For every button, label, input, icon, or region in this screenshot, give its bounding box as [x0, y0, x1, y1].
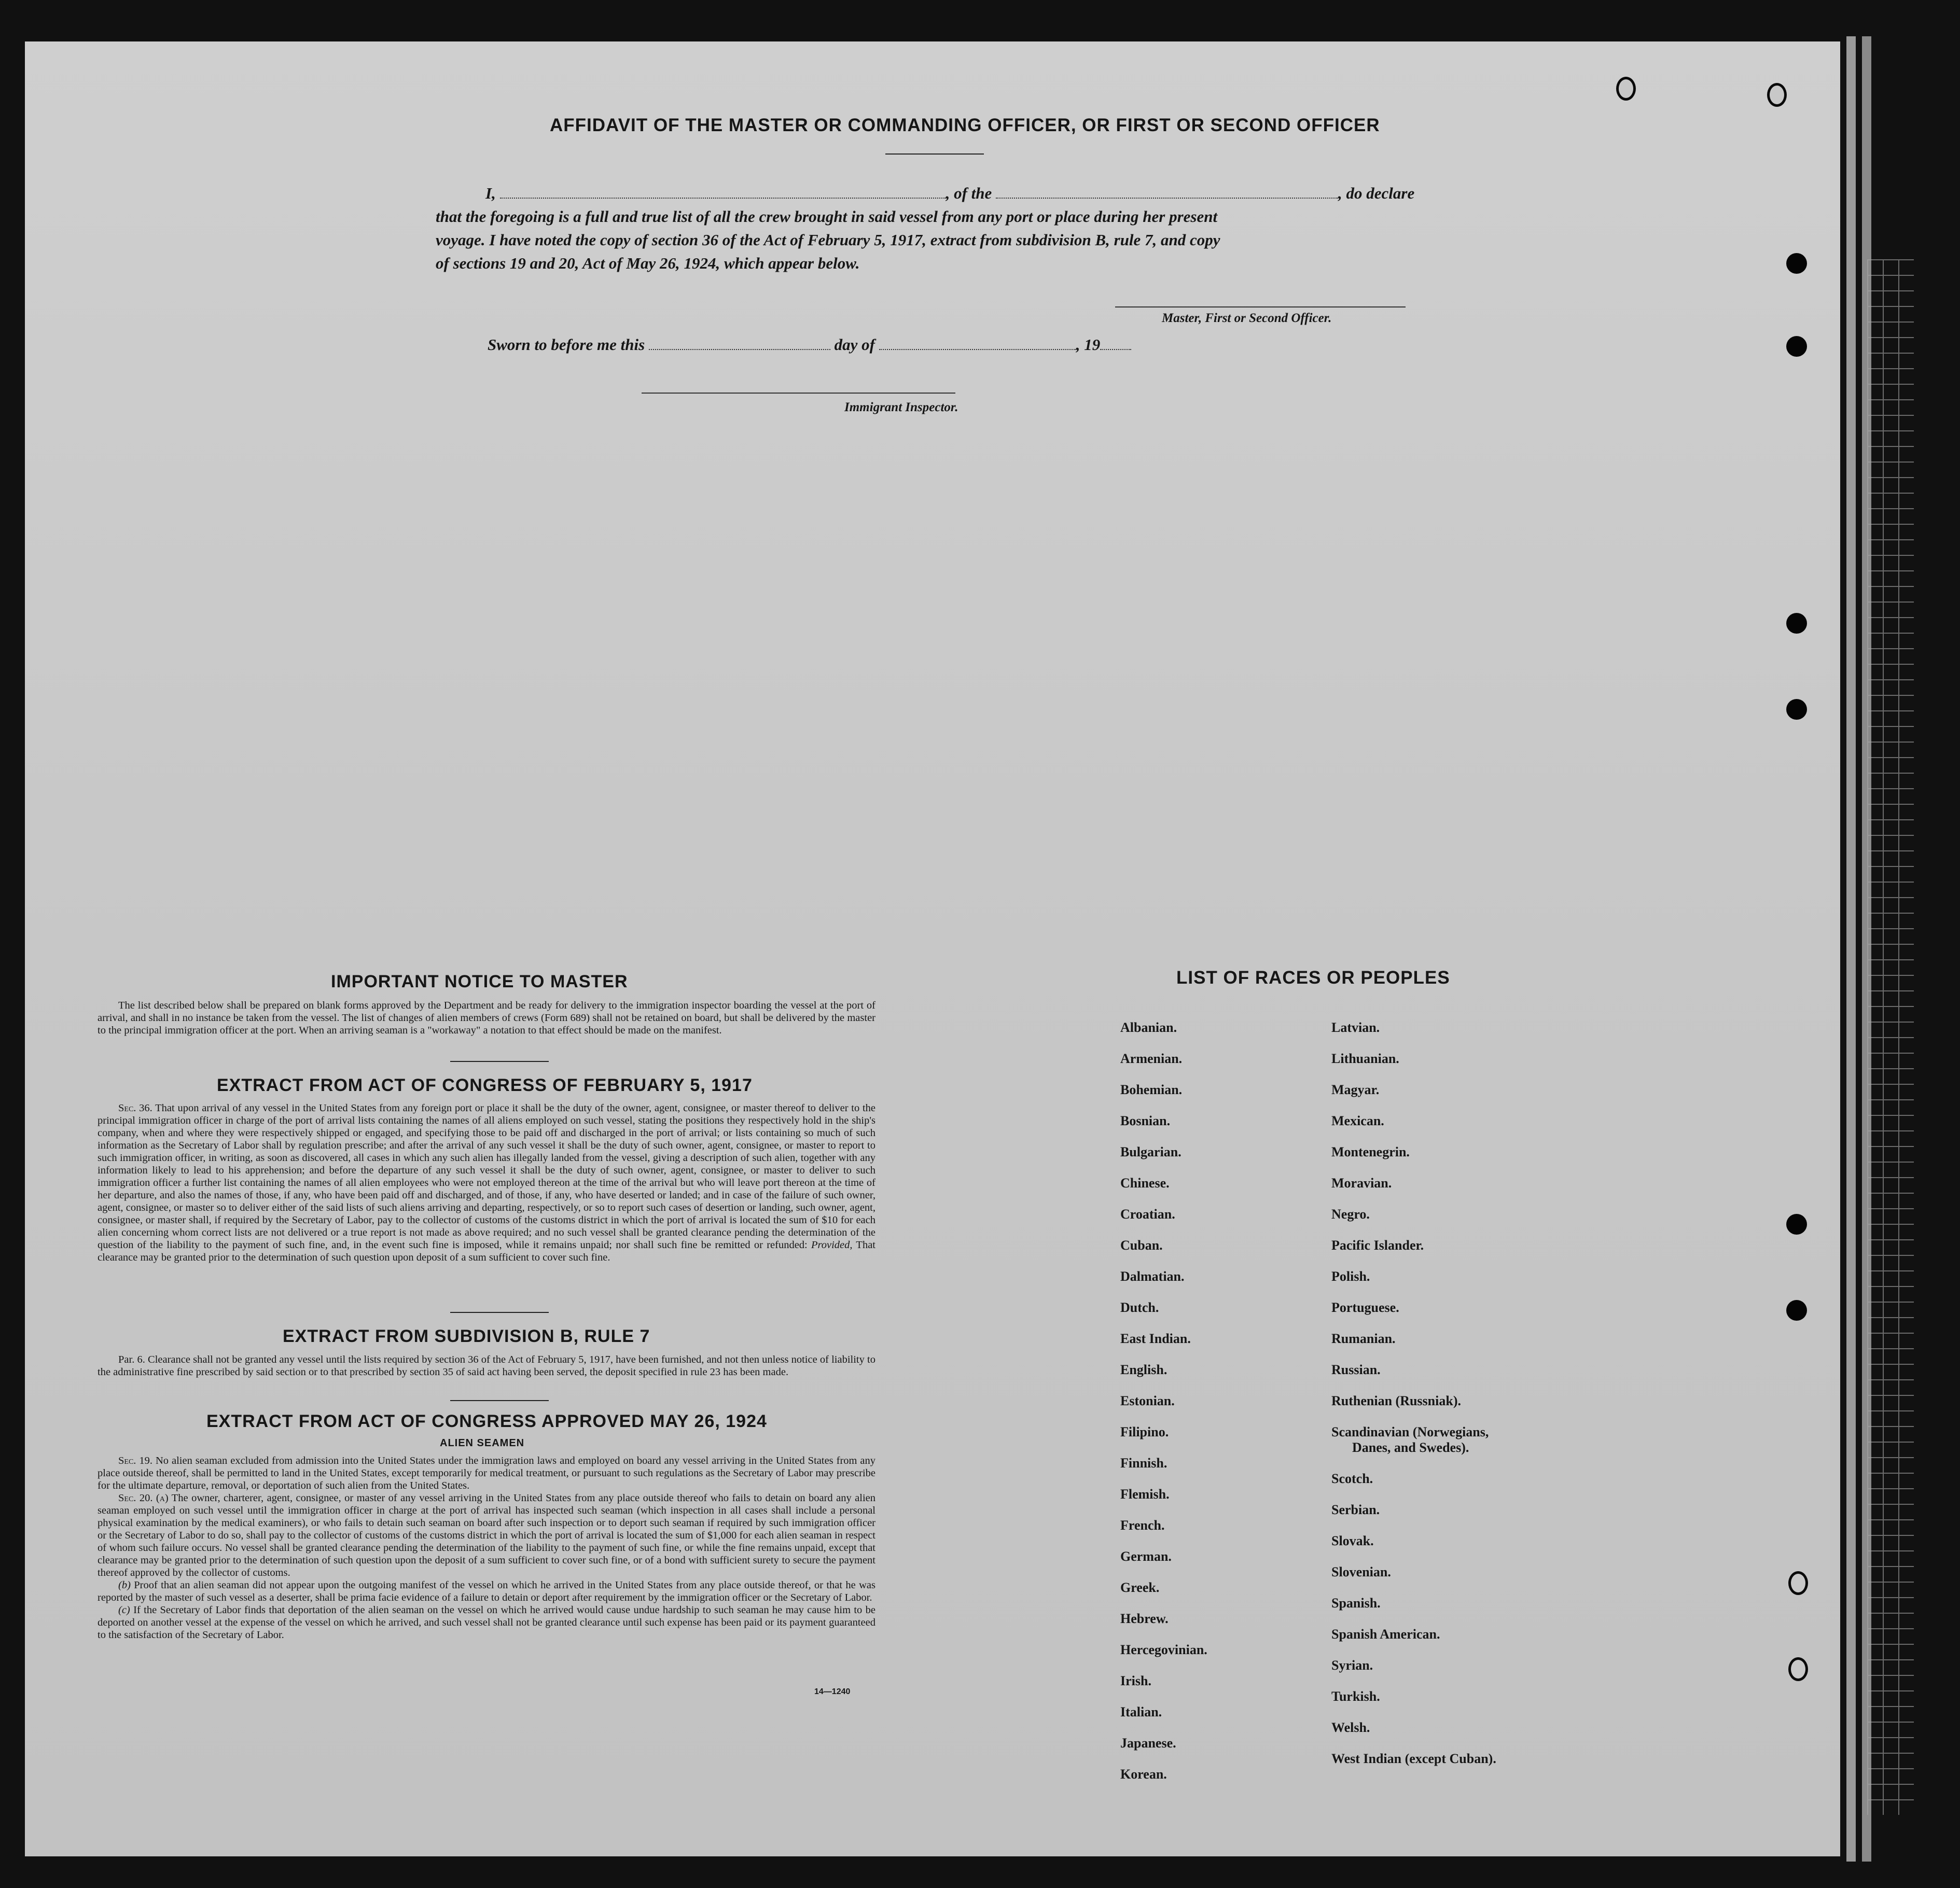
sec-20b-label: (b): [118, 1579, 131, 1591]
race-item: German.: [1120, 1549, 1172, 1564]
race-item: Greek.: [1120, 1580, 1160, 1595]
binder-hole: [1786, 336, 1807, 357]
section-rule: [450, 1061, 549, 1062]
binder-hole: [1786, 613, 1807, 634]
notice-title: IMPORTANT NOTICE TO MASTER: [331, 972, 628, 991]
sworn-label: Sworn to before me this: [488, 335, 645, 354]
race-item: Bohemian.: [1120, 1082, 1183, 1097]
race-item: Dutch.: [1120, 1300, 1159, 1315]
race-item: Rumanian.: [1331, 1331, 1396, 1346]
notice-text: [98, 999, 875, 1037]
declaration-line-3: voyage. I have noted the copy of section 36 of the Act of February 5, 1917, extract from subdivision B, rule 7, and copy: [436, 231, 1220, 249]
race-item: Filipino.: [1120, 1424, 1169, 1439]
race-item: Japanese.: [1120, 1736, 1176, 1751]
race-item: Moravian.: [1331, 1176, 1392, 1191]
sec-36-body: That upon arrival of any vessel in the United States from any foreign port or place it shall be the duty of the owner, agent, consignee, or master thereof to deliver to the principal immigration officer in charge of the port of arrival lists containing the names of all aliens employed on such vessel, stating the positions they respectively hold in the ship's company, when and where they were respectively shipped or engaged, and specifying those to be paid off and discharged in the port of arrival; or lists containing so much of such information as the Secretary of Labor shall by regulation prescribe; and after the arrival of any such vessel it shall be the duty of such owner, agent, consignee, or master to report to such immigration officer, in writing, as soon as discovered, all cases in which any such alien has illegally landed from the vessel, giving a description of such alien, together with any information likely to lead to his apprehension; and before the departure of any such vessel it shall be the duty of such owner, agent, consignee, or master to deliver to such immigration officer a further list containing the names of all alien employees who were not employed thereon at the time of the arrival but who will leave port thereon at the time of her departure, and also the names of those, if any, who have been paid off and discharged, and of those, if any, who have deserted or landed; and in case of the failure of such owner, agent, consignee, or master so to deliver either of the said lists of such aliens arriving and departing, respectively, or so to report such cases of desertion or landing, such owner, agent, consignee, or master shall, if required by the Secretary of Labor, pay to the collector of customs of the customs district in which the port of arrival is located the sum of $10 for each alien concerning whom correct lists are not delivered or a true report is not made as above required; and no such vessel shall be granted clearance pending the determination of the question of the liability to the payment of such fine, and, in the event such fine is imposed, while it remains unpaid; nor shall such fine be remitted or refunded:: [98, 1102, 876, 1251]
sec-19-body: No alien seaman excluded from admission into the United States under the immigration laws and employed on board any vessel arriving in the United States from any place outside thereof, shall be permitted to land in the United States, except temporarily for medical treatment, or pursuant to such regulations as the Secretary of Labor may prescribe for the ultimate departure, removal, or deportation of such alien from the United States.: [98, 1455, 876, 1491]
race-item: Estonian.: [1120, 1393, 1175, 1408]
notice-paragraph: The list described below shall be prepared on blank forms approved by the Department and be ready for delivery to the immigration inspector boarding the vessel at the port of arrival, and shall in no instance be taken from the vessel. The list of changes of alien members of crews (Form 689) shall not be retained on board, but shall be delivered by the master to the principal immigration officer at the port. When an arriving seaman is a "workaway" a notation to that effect should be made on the manifest.: [98, 1000, 875, 1036]
year-blank: [1100, 349, 1131, 350]
sec-20b-body: Proof that an alien seaman did not appear upon the outgoing manifest of the vessel on which he arrived in the United States from any place outside thereof, or that he was reported by the master of such vessel as a deserter, shall be prima facie evidence of a failure to detain or deport after requirement by the immigration officer or the Secretary of Labor.: [98, 1579, 875, 1603]
race-item: Slovak.: [1331, 1533, 1374, 1548]
race-item: Irish.: [1120, 1673, 1151, 1688]
ledger-grid-strip: [1867, 259, 1914, 1815]
extract-1917-title: EXTRACT FROM ACT OF CONGRESS OF FEBRUARY 5, 1917: [217, 1075, 753, 1095]
binder-hole: [1786, 699, 1807, 720]
race-item: Serbian.: [1331, 1502, 1380, 1517]
race-item: Finnish.: [1120, 1456, 1167, 1471]
extract-1924-text: [98, 1455, 875, 1641]
section-rule: [450, 1400, 549, 1401]
day-blank: [649, 349, 830, 350]
race-item: Negro.: [1331, 1207, 1370, 1222]
race-item: Korean.: [1120, 1767, 1167, 1782]
race-item: Russian.: [1331, 1362, 1381, 1377]
race-item: West Indian (except Cuban).: [1331, 1751, 1496, 1766]
race-item: East Indian.: [1120, 1331, 1191, 1346]
race-item: Scotch.: [1331, 1471, 1373, 1486]
race-item: Welsh.: [1331, 1720, 1370, 1735]
race-item: Spanish.: [1331, 1596, 1381, 1611]
race-item: Albanian.: [1120, 1020, 1177, 1035]
race-item: Cuban.: [1120, 1238, 1163, 1253]
race-item: Magyar.: [1331, 1082, 1380, 1097]
race-item: Syrian.: [1331, 1658, 1373, 1673]
title-rule: [885, 153, 984, 155]
race-item: Slovenian.: [1331, 1564, 1391, 1579]
race-item: Dalmatian.: [1120, 1269, 1185, 1284]
race-item: Chinese.: [1120, 1176, 1170, 1191]
races-column-2: [1331, 1020, 1496, 1782]
race-item: Bulgarian.: [1120, 1144, 1181, 1159]
sec-36-label: Sec. 36.: [118, 1102, 152, 1114]
master-caption: Master, First or Second Officer.: [1162, 311, 1332, 325]
race-item: Flemish.: [1120, 1487, 1170, 1502]
proviso-label: Provided,: [811, 1239, 853, 1251]
binder-ring: [1788, 1657, 1808, 1681]
sec-20a-body: The owner, charterer, agent, consignee, or master of any vessel arriving in the United States from any place outside thereof who fails to detain on board any alien seaman employed on such vessel until the immigration officer in charge at the port of arrival has inspected such seaman (which inspection in all cases shall include a personal physical examination by the medical examiners), or who fails to detain such seaman on board after such inspection or to deport such seaman if required by such immigration officer or the Secretary of Labor to do so, shall pay to the collector of customs of the customs district in which the port of arrival is located the sum of $1,000 for each alien seaman in respect of whom such failure occurs. No vessel shall be granted clearance pending the determination of the liability to the payment of such fine, or while the fine remains unpaid, except that clearance may be granted prior to the determination of such question upon the deposit of a sum sufficient to cover such fine, or of a bond with sufficient surety to secure the payment thereof approved by the collector of customs.: [98, 1492, 875, 1578]
race-item: Hercegovinian.: [1120, 1642, 1207, 1657]
binder-ring: [1616, 77, 1636, 101]
vessel-blank: [996, 198, 1338, 199]
alien-seamen-subtitle: ALIEN SEAMEN: [440, 1437, 525, 1449]
binder-hole: [1786, 1214, 1807, 1235]
race-item: Bosnian.: [1120, 1113, 1171, 1128]
sec-20-label: Sec. 20. (a): [118, 1492, 169, 1504]
affidavit-title: AFFIDAVIT OF THE MASTER OR COMMANDING OFFICER, OR FIRST OR SECOND OFFICER: [550, 115, 1380, 135]
race-item: Danes, and Swedes).: [1352, 1440, 1469, 1455]
extract-1917-text: [98, 1102, 875, 1264]
race-item: Scandinavian (Norwegians,: [1331, 1424, 1489, 1439]
extract-rule7-title: EXTRACT FROM SUBDIVISION B, RULE 7: [283, 1326, 650, 1346]
declaration-do-declare: , do declare: [1338, 184, 1415, 202]
declaration-i: I,: [485, 184, 496, 202]
race-item: Lithuanian.: [1331, 1051, 1399, 1066]
extract-1924-title: EXTRACT FROM ACT OF CONGRESS APPROVED MAY 26, 1924: [206, 1411, 767, 1431]
binder-ring: [1788, 1571, 1808, 1595]
rule7-paragraph: Par. 6. Clearance shall not be granted any vessel until the lists required by section 36 of the Act of February 5, 1917, have been furnished, and not then unless notice of liability to the administrative fine prescribed by said section or to that prescribed by section 35 of said act having been served, the deposit specified in rule 23 has been made.: [98, 1354, 875, 1378]
race-item: Polish.: [1331, 1269, 1370, 1284]
races-column-1: [1120, 1020, 1207, 1798]
race-item: Ruthenian (Russniak).: [1331, 1393, 1461, 1408]
inspector-caption: Immigrant Inspector.: [844, 400, 958, 414]
races-title: LIST OF RACES OR PEOPLES: [1176, 968, 1450, 988]
year-prefix: , 19: [1076, 335, 1101, 354]
form-number: 14—1240: [814, 1687, 851, 1696]
month-blank: [879, 349, 1076, 350]
race-item: Spanish American.: [1331, 1627, 1440, 1642]
binder-hole: [1786, 253, 1807, 274]
extract-rule7-text: [98, 1353, 875, 1378]
race-item: Portuguese.: [1331, 1300, 1399, 1315]
race-item: Montenegrin.: [1331, 1144, 1410, 1159]
race-item: Croatian.: [1120, 1207, 1175, 1222]
race-item: English.: [1120, 1362, 1167, 1377]
race-item: Hebrew.: [1120, 1611, 1169, 1626]
race-item: Turkish.: [1331, 1689, 1380, 1704]
proviso-body: That clearance may be granted prior to the determination of such question upon deposit of a sum sufficient to cover such fine.: [98, 1239, 875, 1263]
sworn-line: [436, 335, 1214, 354]
declaration-of-the: , of the: [946, 184, 992, 202]
declaration-line-1: [436, 184, 1447, 203]
race-item: Italian.: [1120, 1704, 1162, 1719]
declaration-line-2: that the foregoing is a full and true list of all the crew brought in said vessel from any port or place during her present: [436, 207, 1218, 226]
race-item: Pacific Islander.: [1331, 1238, 1424, 1253]
day-of-label: day of: [834, 335, 875, 354]
section-rule: [450, 1312, 549, 1313]
name-blank: [500, 198, 946, 199]
race-item: Latvian.: [1331, 1020, 1380, 1035]
page-edge: [1846, 36, 1856, 1862]
race-item: Armenian.: [1120, 1051, 1183, 1066]
declaration-line-4: of sections 19 and 20, Act of May 26, 1924, which appear below.: [436, 254, 860, 272]
sec-20c-label: (c): [118, 1604, 130, 1616]
binder-ring: [1767, 83, 1787, 107]
inspector-signature-line: [642, 393, 955, 394]
master-signature-line: [1115, 306, 1406, 307]
binder-hole: [1786, 1300, 1807, 1321]
sec-20c-body: If the Secretary of Labor finds that deportation of the alien seaman on the vessel on which he arrived would cause undue hardship to such seaman he may cause him to be deported on another vessel at the expense of the vessel on which he arrived, and such vessel shall not be granted clearance until such expense has been paid or its payment guaranteed to the satisfaction of the Secretary of Labor.: [98, 1604, 876, 1641]
race-item: French.: [1120, 1518, 1165, 1533]
sec-19-label: Sec. 19.: [118, 1455, 153, 1466]
race-item: Mexican.: [1331, 1113, 1384, 1128]
